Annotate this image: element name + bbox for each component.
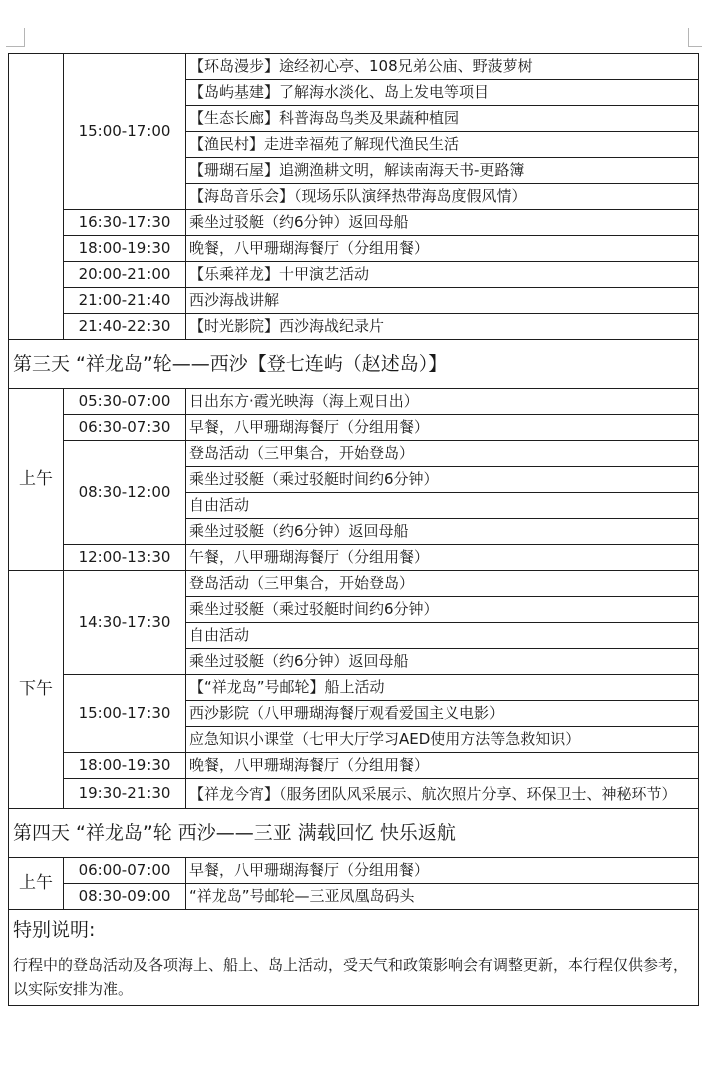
activity-cell: 【祥龙今宵】（服务团队风采展示、航次照片分享、环保卫士、神秘环节） — [186, 779, 699, 809]
time-cell: 18:00-19:30 — [64, 753, 186, 779]
table-row — [9, 884, 699, 910]
day-header-row — [9, 809, 699, 858]
time-cell: 12:00-13:30 — [64, 545, 186, 571]
table-row — [9, 262, 699, 288]
time-cell: 06:00-07:00 — [64, 858, 186, 884]
activity-cell: 应急知识小课堂（七甲大厅学习AED使用方法等急救知识） — [186, 727, 699, 753]
notes-title-row — [9, 910, 699, 952]
table-row — [9, 753, 699, 779]
activity-cell: 早餐，八甲珊瑚海餐厅（分组用餐） — [186, 858, 699, 884]
activity-cell: 登岛活动（三甲集合，开始登岛） — [186, 571, 699, 597]
notes-text: 行程中的登岛活动及各项海上、船上、岛上活动，受天气和政策影响会有调整更新，本行程仅供参考，以实际安排为准。 — [9, 951, 699, 1006]
period-cell-empty — [9, 54, 64, 340]
day3-title: 第三天 “祥龙岛”轮——西沙【登七连屿（赵述岛）】 — [9, 340, 699, 389]
table-row — [9, 210, 699, 236]
table-row — [9, 675, 699, 701]
itinerary-table — [8, 53, 699, 1006]
table-row — [9, 314, 699, 340]
page-corner-mark-left — [6, 28, 25, 47]
activity-cell: 【“祥龙岛”号邮轮】船上活动 — [186, 675, 699, 701]
period-morning: 上午 — [9, 389, 64, 571]
activity-cell: 【生态长廊】科普海岛鸟类及果蔬种植园 — [186, 106, 699, 132]
activity-cell: 西沙影院（八甲珊瑚海餐厅观看爱国主义电影） — [186, 701, 699, 727]
time-cell: 19:30-21:30 — [64, 779, 186, 809]
activity-cell: 乘坐过驳艇（约6分钟）返回母船 — [186, 649, 699, 675]
activity-cell: 乘坐过驳艇（约6分钟）返回母船 — [186, 210, 699, 236]
time-cell: 15:00-17:00 — [64, 54, 186, 210]
activity-cell: 【海岛音乐会】（现场乐队演绎热带海岛度假风情） — [186, 184, 699, 210]
activity-cell: 【渔民村】走进幸福苑了解现代渔民生活 — [186, 132, 699, 158]
time-cell: 21:40-22:30 — [64, 314, 186, 340]
table-row — [9, 858, 699, 884]
time-cell: 16:30-17:30 — [64, 210, 186, 236]
activity-cell: 【时光影院】西沙海战纪录片 — [186, 314, 699, 340]
activity-cell: 晚餐，八甲珊瑚海餐厅（分组用餐） — [186, 753, 699, 779]
activity-cell: 日出东方·霞光映海（海上观日出） — [186, 389, 699, 415]
notes-title: 特别说明: — [9, 910, 699, 952]
period-morning: 上午 — [9, 858, 64, 910]
table-row — [9, 389, 699, 415]
activity-cell: 【环岛漫步】途经初心亭、108兄弟公庙、野菠萝树 — [186, 54, 699, 80]
time-cell: 15:00-17:30 — [64, 675, 186, 753]
activity-cell: 午餐，八甲珊瑚海餐厅（分组用餐） — [186, 545, 699, 571]
time-cell: 21:00-21:40 — [64, 288, 186, 314]
activity-cell: 【珊瑚石屋】追溯渔耕文明，解读南海天书-更路簿 — [186, 158, 699, 184]
table-row — [9, 441, 699, 467]
activity-cell: 自由活动 — [186, 493, 699, 519]
activity-cell: 西沙海战讲解 — [186, 288, 699, 314]
table-row — [9, 54, 699, 80]
day-header-row — [9, 340, 699, 389]
day4-title: 第四天 “祥龙岛”轮 西沙——三亚 满载回忆 快乐返航 — [9, 809, 699, 858]
time-cell: 05:30-07:00 — [64, 389, 186, 415]
activity-cell: 晚餐，八甲珊瑚海餐厅（分组用餐） — [186, 236, 699, 262]
activity-cell: 【岛屿基建】了解海水淡化、岛上发电等项目 — [186, 80, 699, 106]
activity-cell: 【乐乘祥龙】十甲演艺活动 — [186, 262, 699, 288]
activity-cell: 早餐，八甲珊瑚海餐厅（分组用餐） — [186, 415, 699, 441]
activity-cell: 乘坐过驳艇（约6分钟）返回母船 — [186, 519, 699, 545]
table-row — [9, 236, 699, 262]
activity-cell: 登岛活动（三甲集合，开始登岛） — [186, 441, 699, 467]
time-cell: 08:30-12:00 — [64, 441, 186, 545]
page-corner-mark-right — [688, 28, 702, 47]
period-afternoon: 下午 — [9, 571, 64, 809]
table-row — [9, 288, 699, 314]
notes-text-row — [9, 951, 699, 1006]
activity-cell: “祥龙岛”号邮轮—三亚凤凰岛码头 — [186, 884, 699, 910]
time-cell: 06:30-07:30 — [64, 415, 186, 441]
activity-cell: 乘坐过驳艇（乘过驳艇时间约6分钟） — [186, 597, 699, 623]
activity-cell: 乘坐过驳艇（乘过驳艇时间约6分钟） — [186, 467, 699, 493]
time-cell: 20:00-21:00 — [64, 262, 186, 288]
time-cell: 14:30-17:30 — [64, 571, 186, 675]
table-row — [9, 571, 699, 597]
time-cell: 08:30-09:00 — [64, 884, 186, 910]
table-row — [9, 415, 699, 441]
time-cell: 18:00-19:30 — [64, 236, 186, 262]
activity-cell: 自由活动 — [186, 623, 699, 649]
table-row — [9, 779, 699, 809]
table-row — [9, 545, 699, 571]
